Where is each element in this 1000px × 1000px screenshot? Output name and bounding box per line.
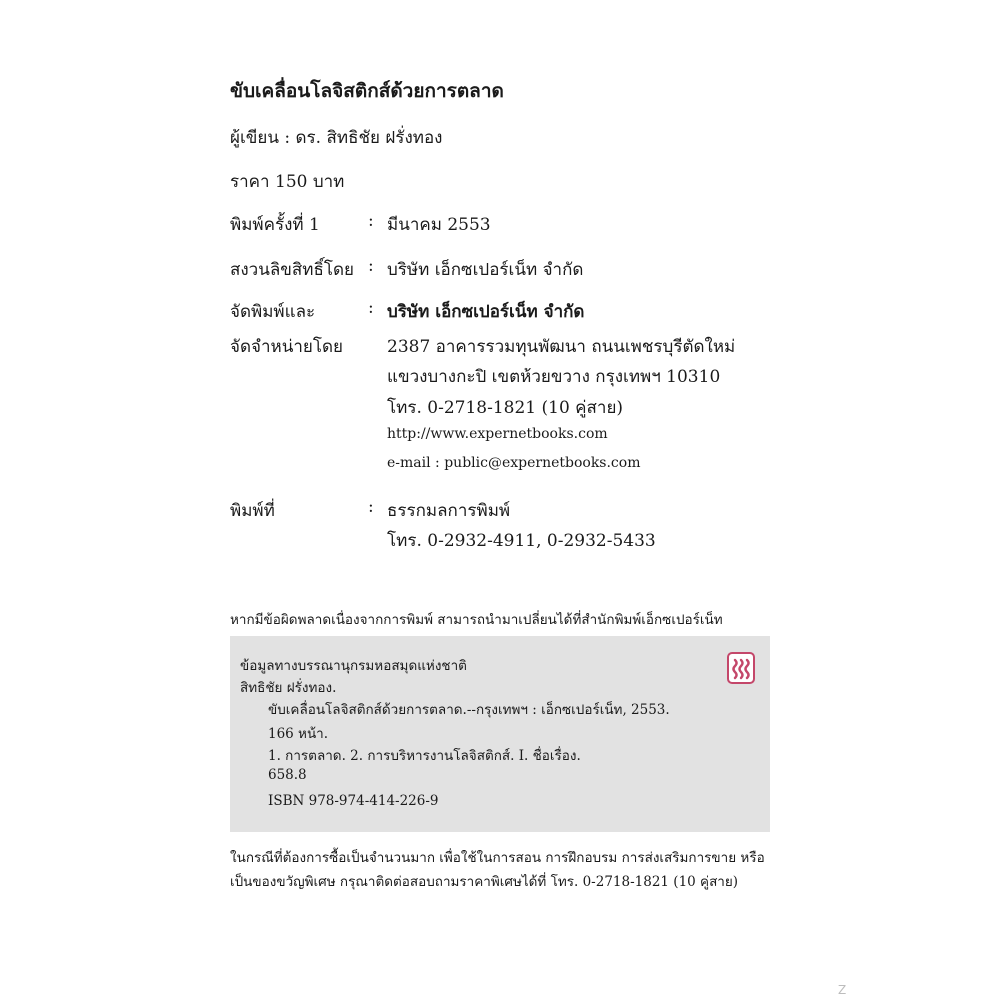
logo-waves <box>731 657 751 681</box>
phone-line: โทร. 0-2718-1821 (10 คู่สาย) <box>387 398 624 418</box>
cip-pages: 166 หน้า. <box>268 726 329 742</box>
price-line: ราคา 150 บาท <box>230 172 345 192</box>
copyright-label: สงวนลิขสิทธิ์โดย <box>230 260 354 280</box>
email-line[interactable]: e-mail : public@expernetbooks.com <box>387 455 641 471</box>
printer-colon: : <box>368 497 374 517</box>
bulk-order-line-1: ในกรณีที่ต้องการซื้อเป็นจำนวนมาก เพื่อใช้ในการสอน การฝึกอบรม การส่งเสริมการขาย หรือ <box>230 850 765 866</box>
edition-value: มีนาคม 2553 <box>387 215 491 235</box>
cip-title: ขับเคลื่อนโลจิสติกส์ด้วยการตลาด.--กรุงเทพฯ : เอ็กซเปอร์เน็ท, 2553. <box>268 702 670 718</box>
author-line: ผู้เขียน : ดร. สิทธิชัย ฝรั่งทอง <box>230 128 443 148</box>
publisher-name: บริษัท เอ็กซเปอร์เน็ท จำกัด <box>387 302 585 322</box>
publisher-colon: : <box>368 298 374 318</box>
address-line-2: แขวงบางกะปิ เขตห้วยขวาง กรุงเทพฯ 10310 <box>387 367 721 387</box>
copyright-colon: : <box>368 256 374 276</box>
printer-phone: โทร. 0-2932-4911, 0-2932-5433 <box>387 531 656 551</box>
cip-subjects: 1. การตลาด. 2. การบริหารงานโลจิสติกส์. I. ชื่อเรื่อง. <box>268 748 581 764</box>
national-library-logo-icon <box>727 652 755 684</box>
cip-box <box>230 636 770 832</box>
cip-author: สิทธิชัย ฝรั่งทอง. <box>240 680 337 696</box>
cip-isbn: ISBN 978-974-414-226-9 <box>268 793 439 809</box>
book-title: ขับเคลื่อนโลจิสติกส์ด้วยการตลาด <box>230 80 504 102</box>
bulk-order-line-2: เป็นของขวัญพิเศษ กรุณาติดต่อสอบถามราคาพิเศษได้ที่ โทร. 0-2718-1821 (10 คู่สาย) <box>230 874 739 890</box>
publisher-label-1: จัดพิมพ์และ <box>230 302 316 322</box>
printer-label: พิมพ์ที่ <box>230 501 275 521</box>
publisher-label-2: จัดจำหน่ายโดย <box>230 337 343 357</box>
page-mark: Z <box>838 983 847 997</box>
copyright-value: บริษัท เอ็กซเปอร์เน็ท จำกัด <box>387 260 584 280</box>
edition-label: พิมพ์ครั้งที่ 1 <box>230 215 320 235</box>
address-line-1: 2387 อาคารรวมทุนพัฒนา ถนนเพชรบุรีตัดใหม่ <box>387 337 736 357</box>
website-line[interactable]: http://www.expernetbooks.com <box>387 426 608 442</box>
cip-classification: 658.8 <box>268 767 307 783</box>
cip-heading: ข้อมูลทางบรรณานุกรมหอสมุดแห่งชาติ <box>240 658 467 674</box>
printer-name: ธรรกมลการพิมพ์ <box>387 501 511 521</box>
misprint-notice: หากมีข้อผิดพลาดเนื่องจากการพิมพ์ สามารถนำมาเปลี่ยนได้ที่สำนักพิมพ์เอ็กซเปอร์เน็ท <box>230 612 723 628</box>
edition-colon: : <box>368 211 374 231</box>
